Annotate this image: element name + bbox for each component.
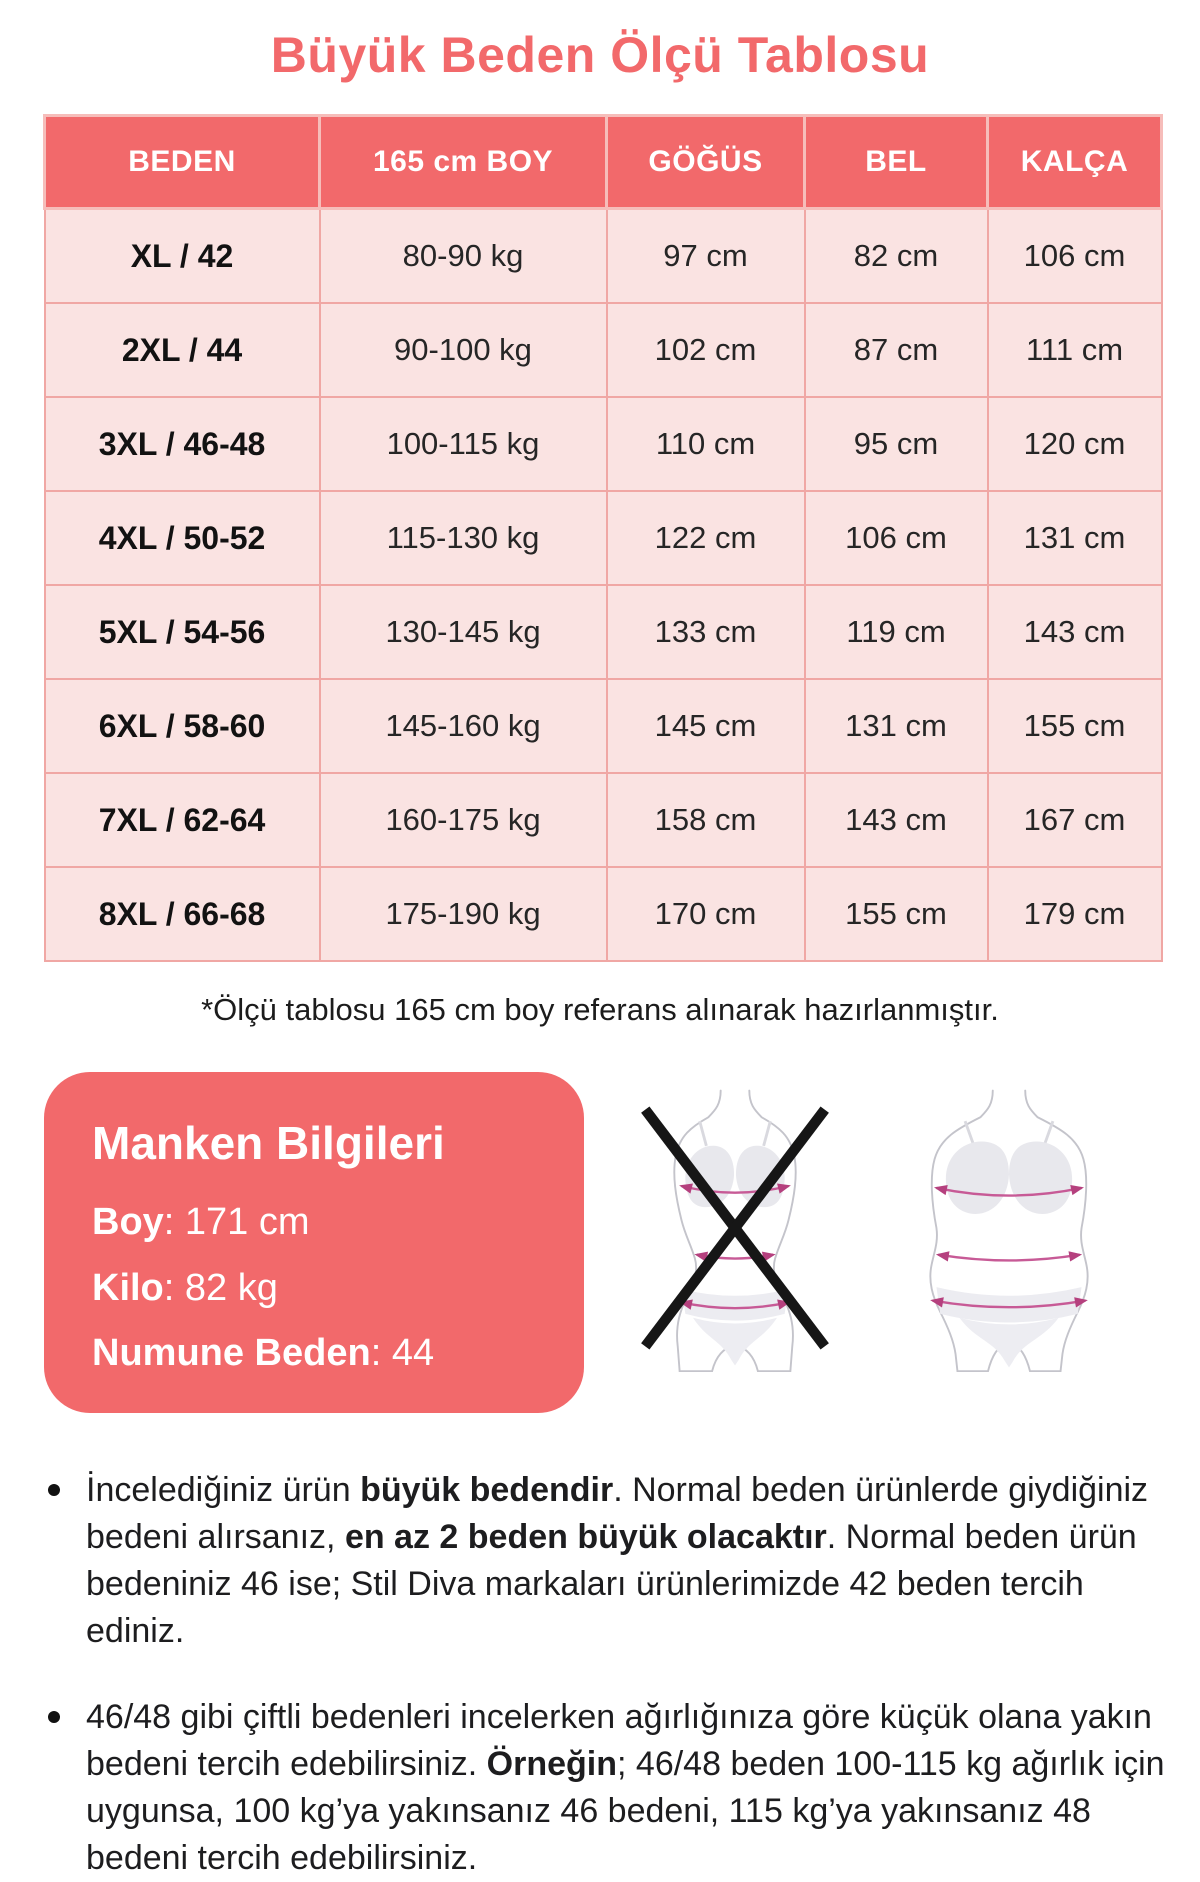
model-sample-size-label: Numune Beden <box>92 1332 371 1375</box>
body-figures <box>584 1072 1160 1372</box>
model-info-title: Manken Bilgileri <box>92 1117 445 1169</box>
table-cell: 2XL / 44 <box>45 303 320 397</box>
table-row <box>45 773 1162 867</box>
bullet-text: 46/48 gibi çiftli bedenleri incelerken ağırlığınıza göre küçük olana yakın bedeni tercih edebilirsiniz. <box>86 1698 1152 1784</box>
table-row <box>45 397 1162 491</box>
bullet-text: ; 46/48 beden 100-115 kg ağırlık için uygunsa, 100 kg’ya yakınsanız 46 bedeni, 115 kg’ya yakınsanız 48 bedeni tercih edebilirsiniz. <box>86 1745 1165 1878</box>
plus-figure-illustration <box>904 1084 1114 1372</box>
size-chart-table <box>43 114 1163 962</box>
header-cell-beden: BEDEN <box>45 116 320 209</box>
model-info-card <box>44 1072 584 1413</box>
bullet-text-bold: büyük bedendir <box>360 1470 614 1509</box>
bullet-text-bold: Örneğin <box>486 1745 618 1784</box>
bullet-text: İncelediğiniz ürün <box>86 1470 361 1509</box>
table-header-row <box>45 116 1162 209</box>
table-cell: 95 cm <box>805 397 988 491</box>
bullet-item-size-warning <box>36 1467 1166 1655</box>
table-row <box>45 303 1162 397</box>
table-cell: 87 cm <box>805 303 988 397</box>
page-title: Büyük Beden Ölçü Tablosu <box>270 27 930 83</box>
table-row <box>45 491 1162 585</box>
slim-figure-illustration <box>630 1084 840 1372</box>
model-weight-line <box>92 1266 560 1312</box>
table-cell: 143 cm <box>988 585 1162 679</box>
table-cell: 179 cm <box>988 867 1162 961</box>
table-cell: 170 cm <box>607 867 805 961</box>
table-cell: 106 cm <box>805 491 988 585</box>
table-cell: 80-90 kg <box>320 209 607 304</box>
table-cell: 119 cm <box>805 585 988 679</box>
table-cell: 175-190 kg <box>320 867 607 961</box>
model-info-section <box>44 1072 1160 1413</box>
header-cell-boy: 165 cm BOY <box>320 116 607 209</box>
table-cell: 120 cm <box>988 397 1162 491</box>
table-row <box>45 679 1162 773</box>
table-cell: 155 cm <box>988 679 1162 773</box>
table-cell: 167 cm <box>988 773 1162 867</box>
model-height-line <box>92 1200 560 1246</box>
table-cell: 106 cm <box>988 209 1162 304</box>
model-weight-value: : 82 kg <box>163 1266 278 1309</box>
bullet-item-double-size-tip <box>36 1694 1166 1882</box>
table-cell: 5XL / 54-56 <box>45 585 320 679</box>
bullet-list <box>36 1467 1166 1882</box>
table-cell: 8XL / 66-68 <box>45 867 320 961</box>
table-cell: 110 cm <box>607 397 805 491</box>
header-cell-kalca: KALÇA <box>988 116 1162 209</box>
header-cell-bel: BEL <box>805 116 988 209</box>
table-cell: 4XL / 50-52 <box>45 491 320 585</box>
table-row <box>45 585 1162 679</box>
header-cell-gogus: GÖĞÜS <box>607 116 805 209</box>
table-cell: 3XL / 46-48 <box>45 397 320 491</box>
bullet-text-bold: en az 2 beden büyük olacaktır <box>344 1517 827 1556</box>
table-cell: 160-175 kg <box>320 773 607 867</box>
table-cell: 131 cm <box>805 679 988 773</box>
table-cell: 143 cm <box>805 773 988 867</box>
table-cell: 145 cm <box>607 679 805 773</box>
table-cell: 133 cm <box>607 585 805 679</box>
table-row <box>45 867 1162 961</box>
table-cell: 155 cm <box>805 867 988 961</box>
model-sample-size-line <box>92 1331 560 1377</box>
table-cell: 145-160 kg <box>320 679 607 773</box>
model-weight-label: Kilo <box>92 1266 164 1309</box>
bullet-text: . Normal beden ürün bedeniniz 46 ise; Stil Diva markaları ürünlerimizde 42 beden tercih ediniz. <box>86 1517 1137 1650</box>
table-row <box>45 209 1162 304</box>
table-cell: 115-130 kg <box>320 491 607 585</box>
table-cell: 97 cm <box>607 209 805 304</box>
table-cell: XL / 42 <box>45 209 320 304</box>
model-height-value: : 171 cm <box>163 1201 310 1243</box>
table-cell: 7XL / 62-64 <box>45 773 320 867</box>
table-cell: 131 cm <box>988 491 1162 585</box>
table-cell: 6XL / 58-60 <box>45 679 320 773</box>
table-cell: 100-115 kg <box>320 397 607 491</box>
table-cell: 102 cm <box>607 303 805 397</box>
model-height-label: Boy <box>92 1201 164 1243</box>
table-cell: 130-145 kg <box>320 585 607 679</box>
bullet-text: . Normal beden ürünlerde giydiğiniz bedeni alırsanız, <box>86 1470 1149 1556</box>
table-cell: 111 cm <box>988 303 1162 397</box>
reference-note: *Ölçü tablosu 165 cm boy referans alınarak hazırlanmıştır. <box>201 992 999 1027</box>
table-cell: 158 cm <box>607 773 805 867</box>
table-cell: 82 cm <box>805 209 988 304</box>
model-sample-size-value: : 44 <box>370 1332 435 1375</box>
table-cell: 90-100 kg <box>320 303 607 397</box>
table-cell: 122 cm <box>607 491 805 585</box>
